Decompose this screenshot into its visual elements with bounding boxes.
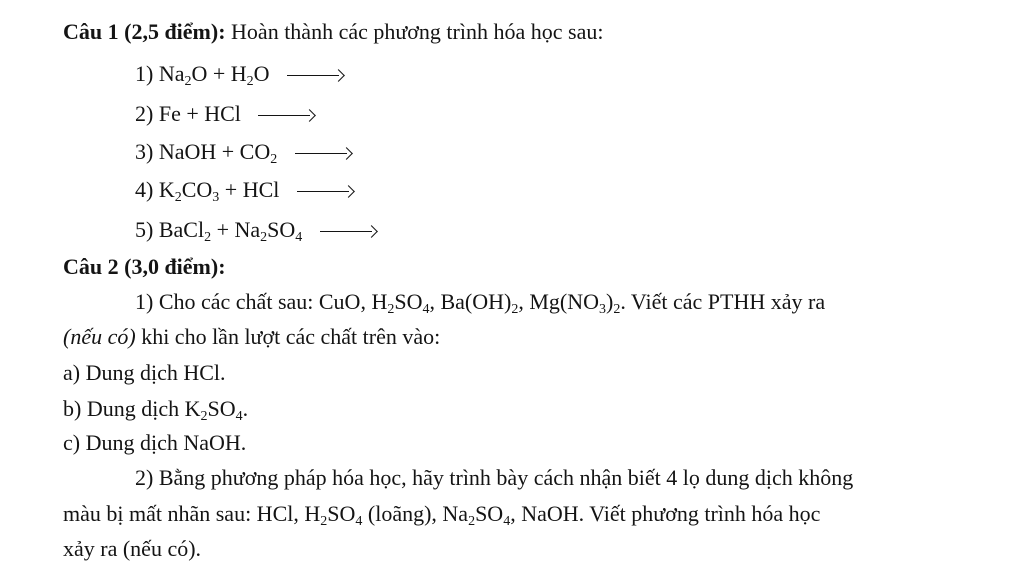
equation-number: 2)	[135, 101, 154, 126]
part-text: Cho các chất sau: CuO, H	[158, 289, 388, 314]
part-text: SO	[475, 501, 504, 526]
subscript: 2	[468, 514, 476, 529]
reaction-arrow-icon	[258, 110, 314, 122]
subscript: 2	[320, 514, 328, 529]
equation-2	[135, 99, 314, 129]
subscript: 2	[613, 302, 621, 317]
equation-text: O	[253, 61, 270, 86]
item-text: b) Dung dịch K	[63, 396, 201, 421]
subscript: 2	[174, 190, 182, 205]
equation-text: + Na	[211, 217, 261, 242]
equation-5	[135, 215, 376, 245]
item-b	[63, 394, 248, 424]
equation-number: 3)	[135, 139, 154, 164]
part-text: màu bị mất nhãn sau: HCl, H	[63, 501, 321, 526]
subscript: 2	[511, 302, 519, 317]
part-text: , Mg(NO	[518, 289, 599, 314]
subscript: 2	[260, 230, 268, 245]
part-text: khi cho lần lượt các chất trên vào:	[135, 324, 441, 349]
part-number: 2)	[135, 465, 154, 490]
subscript: 2	[246, 74, 254, 89]
part-text: SO	[327, 501, 356, 526]
italic-note: (nếu có)	[63, 324, 136, 349]
item-text: a) Dung dịch HCl.	[63, 360, 226, 385]
question-1-label: Câu 1 (2,5 điểm):	[63, 19, 226, 44]
reaction-arrow-icon	[320, 226, 376, 238]
equation-number: 1)	[135, 61, 154, 86]
item-c	[63, 428, 246, 458]
equation-4	[135, 175, 353, 205]
item-text: .	[242, 396, 249, 421]
question-1-instruction: Hoàn thành các phương trình hóa học sau:	[231, 19, 604, 44]
reaction-arrow-icon	[295, 148, 351, 160]
question-1-heading	[63, 17, 603, 47]
subscript: 3	[212, 190, 220, 205]
part-text: Bằng phương pháp hóa học, hãy trình bày cách nhận biết 4 lọ dung dịch không	[158, 465, 854, 490]
part-text: SO	[394, 289, 423, 314]
subscript: 3	[599, 302, 606, 317]
equation-text: + HCl	[219, 177, 280, 202]
equation-text: BaCl	[158, 217, 205, 242]
equation-text: NaOH + CO	[158, 139, 271, 164]
subscript: 4	[235, 409, 243, 424]
question-2-part-2-line-3	[63, 534, 201, 564]
subscript: 2	[387, 302, 395, 317]
subscript: 2	[270, 152, 278, 167]
part-text: xảy ra (nếu có).	[63, 536, 202, 561]
equation-text: CO	[181, 177, 213, 202]
part-text: )	[606, 289, 614, 314]
item-text: SO	[207, 396, 236, 421]
part-text: , Ba(OH)	[429, 289, 512, 314]
subscript: 4	[503, 514, 511, 529]
equation-text: Na	[158, 61, 185, 86]
question-2-part-2	[135, 463, 853, 493]
question-2-part-1	[135, 287, 825, 317]
part-text: . Viết các PTHH xảy ra	[620, 289, 826, 314]
equation-text: SO	[267, 217, 296, 242]
equation-text: K	[158, 177, 175, 202]
item-text: c) Dung dịch NaOH.	[63, 430, 247, 455]
part-number: 1)	[135, 289, 154, 314]
reaction-arrow-icon	[297, 186, 353, 198]
part-text: (loãng), Na	[362, 501, 469, 526]
equation-3	[135, 137, 351, 167]
reaction-arrow-icon	[287, 70, 343, 82]
equation-text: O + H	[191, 61, 247, 86]
subscript: 4	[422, 302, 430, 317]
part-text: , NaOH. Viết phương trình hóa học	[510, 501, 821, 526]
equation-text: Fe + HCl	[158, 101, 241, 126]
subscript: 2	[200, 409, 208, 424]
item-a	[63, 358, 226, 388]
question-2-part-1-continuation	[63, 322, 440, 352]
subscript: 4	[355, 514, 363, 529]
subscript: 2	[184, 74, 192, 89]
subscript: 2	[204, 230, 212, 245]
question-2-label: Câu 2 (3,0 điểm):	[63, 254, 226, 279]
question-2-part-2-line-2	[63, 499, 820, 529]
equation-number: 5)	[135, 217, 154, 242]
equation-1	[135, 59, 343, 89]
equation-number: 4)	[135, 177, 154, 202]
subscript: 4	[295, 230, 303, 245]
question-2-heading	[63, 252, 226, 282]
